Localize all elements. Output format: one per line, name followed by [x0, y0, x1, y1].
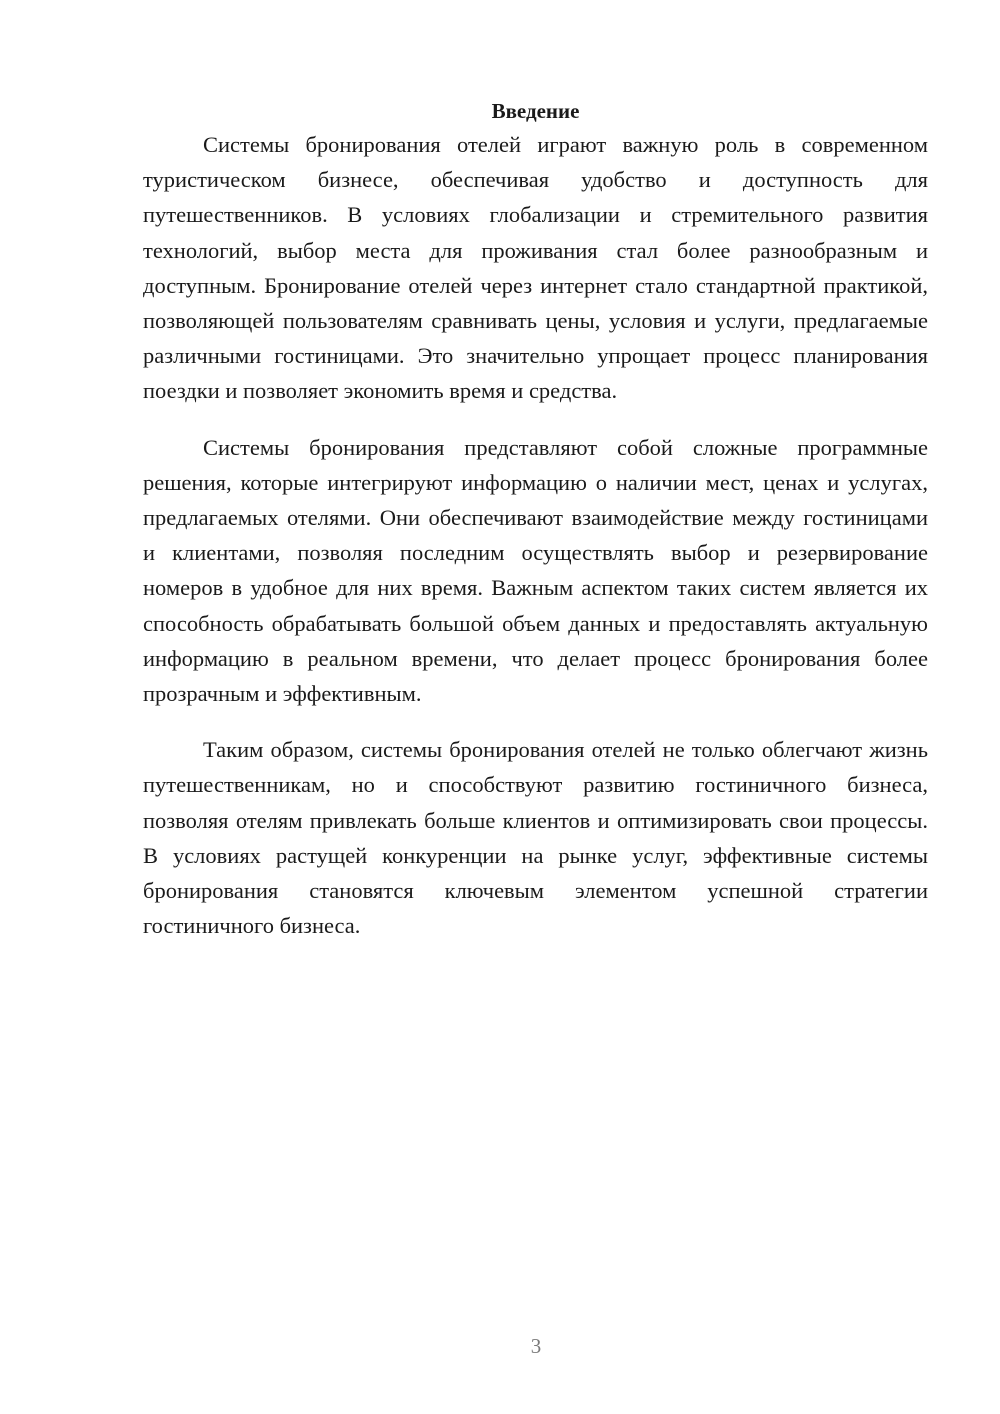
paragraph-2: Системы бронирования представляют собой сложные программные решения, которые интегрируют информацию о наличии мест, ценах и услугах, предлагаемых отелями. Они обеспечивают взаимодействие между гостиницами и клиентами, позволяя последним осуществлять выбор и резервирование номеров в удобное для них время. Важным аспектом таких систем является их способность обрабатывать большой объем данных и предоставлять актуальную информацию в реальном времени, что делает процесс бронирования более прозрачным и эффективным. [143, 434, 928, 707]
paragraph-1: Системы бронирования отелей играют важную роль в современном туристическом бизнесе, обеспечивая удобство и доступность для путешественников. В условиях глобализации и стремительного развития технологий, выбор места для проживания стал более разнообразным и доступным. Бронирование отелей через интернет стало стандартной практикой, позволяющей пользователям сравнивать цены, условия и услуги, предлагаемые различными гостиницами. Это значительно упрощает процесс планирования поездки и позволяет экономить время и средства. [143, 132, 928, 404]
page-content [143, 95, 928, 943]
paragraph-3: Таким образом, системы бронирования отелей не только облегчают жизнь путешественникам, но и способствуют развитию гостиничного бизнеса, позволяя отелям привлекать больше клиентов и оптимизировать свои процессы. В условиях растущей конкуренции на рынке услуг, эффективные системы бронирования становятся ключевым элементом успешной стратегии гостиничного бизнеса. [143, 737, 928, 939]
section-heading: Введение [491, 99, 580, 123]
page-number: 3 [530, 1334, 542, 1358]
